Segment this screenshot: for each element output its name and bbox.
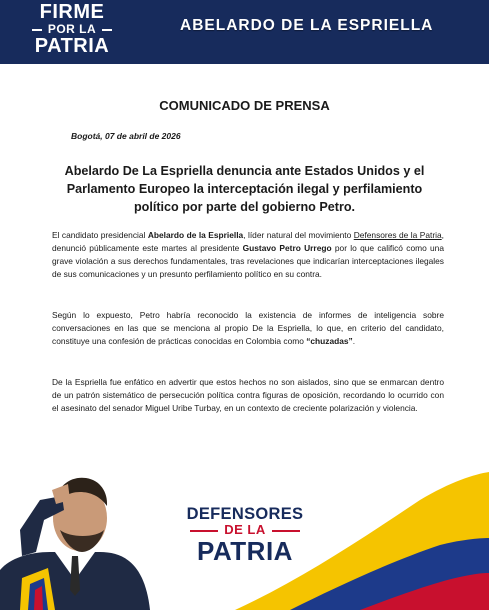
defensores-de-la-patria-logo: [180, 505, 310, 565]
p1-text-4: por lo que calificó como una grave violación a sus derechos fundamentales, tras revelaciones que indicarían interceptaciones ilegales de sus comunicaciones y un presunto perfilamiento político en su contra.: [52, 243, 444, 279]
p2-bold-term: “chuzadas”: [306, 336, 353, 346]
candidate-portrait: [0, 478, 150, 610]
logo-line-3: PATRIA: [34, 35, 110, 57]
badge-line-3: PATRIA: [197, 536, 293, 566]
paragraph-1: [52, 229, 444, 281]
logo-line-2: POR LA: [24, 23, 120, 36]
headline: Abelardo De La Espriella denuncia ante Estados Unidos y el Parlamento Europeo la interceptación ilegal y perfilamiento político por parte del gobierno Petro.: [64, 164, 425, 214]
p1-text-2: , líder natural del movimiento: [243, 230, 354, 240]
badge-line-1: DEFENSORES: [186, 505, 304, 523]
candidate-name: ABELARDO DE LA ESPRIELLA: [180, 17, 434, 34]
p1-bold-president: Gustavo Petro Urrego: [242, 243, 332, 253]
p2-text-1: Según lo expuesto, Petro habría reconocido la existencia de informes de inteligencia sobre conversaciones en las que se menciona al propio De la Espriella, lo que, en criterio del candidato, constituye una confesión de prácticas conocidas en Colombia como: [52, 310, 444, 346]
paragraph-2: [52, 309, 444, 348]
header-bar: [0, 0, 489, 64]
badge-line-2: DE LA: [180, 523, 310, 537]
document-title: COMUNICADO DE PRENSA: [159, 98, 330, 113]
p2-text-2: .: [352, 336, 356, 346]
logo-line-1: FIRME: [39, 1, 105, 23]
firme-por-la-patria-logo: [24, 2, 120, 60]
p1-text-1: El candidato presidencial: [52, 230, 148, 240]
p1-movement-link: Defensores de la Patria: [353, 230, 442, 240]
paragraph-3: De la Espriella fue enfático en advertir que estos hechos no son aislados, sino que se enmarcan dentro de un patrón sistemático de persecución política contra figuras de oposición, recordando lo ocurrido con el asesinato del senador Miguel Uribe Turbay, en un contexto de creciente polarización y violencia.: [52, 377, 444, 413]
dateline: Bogotá, 07 de abril de 2026: [71, 131, 181, 141]
p1-bold-name: Abelardo de la Espriella: [147, 230, 244, 240]
p1-text-3: , denunció públicamente este martes al presidente: [52, 230, 444, 253]
